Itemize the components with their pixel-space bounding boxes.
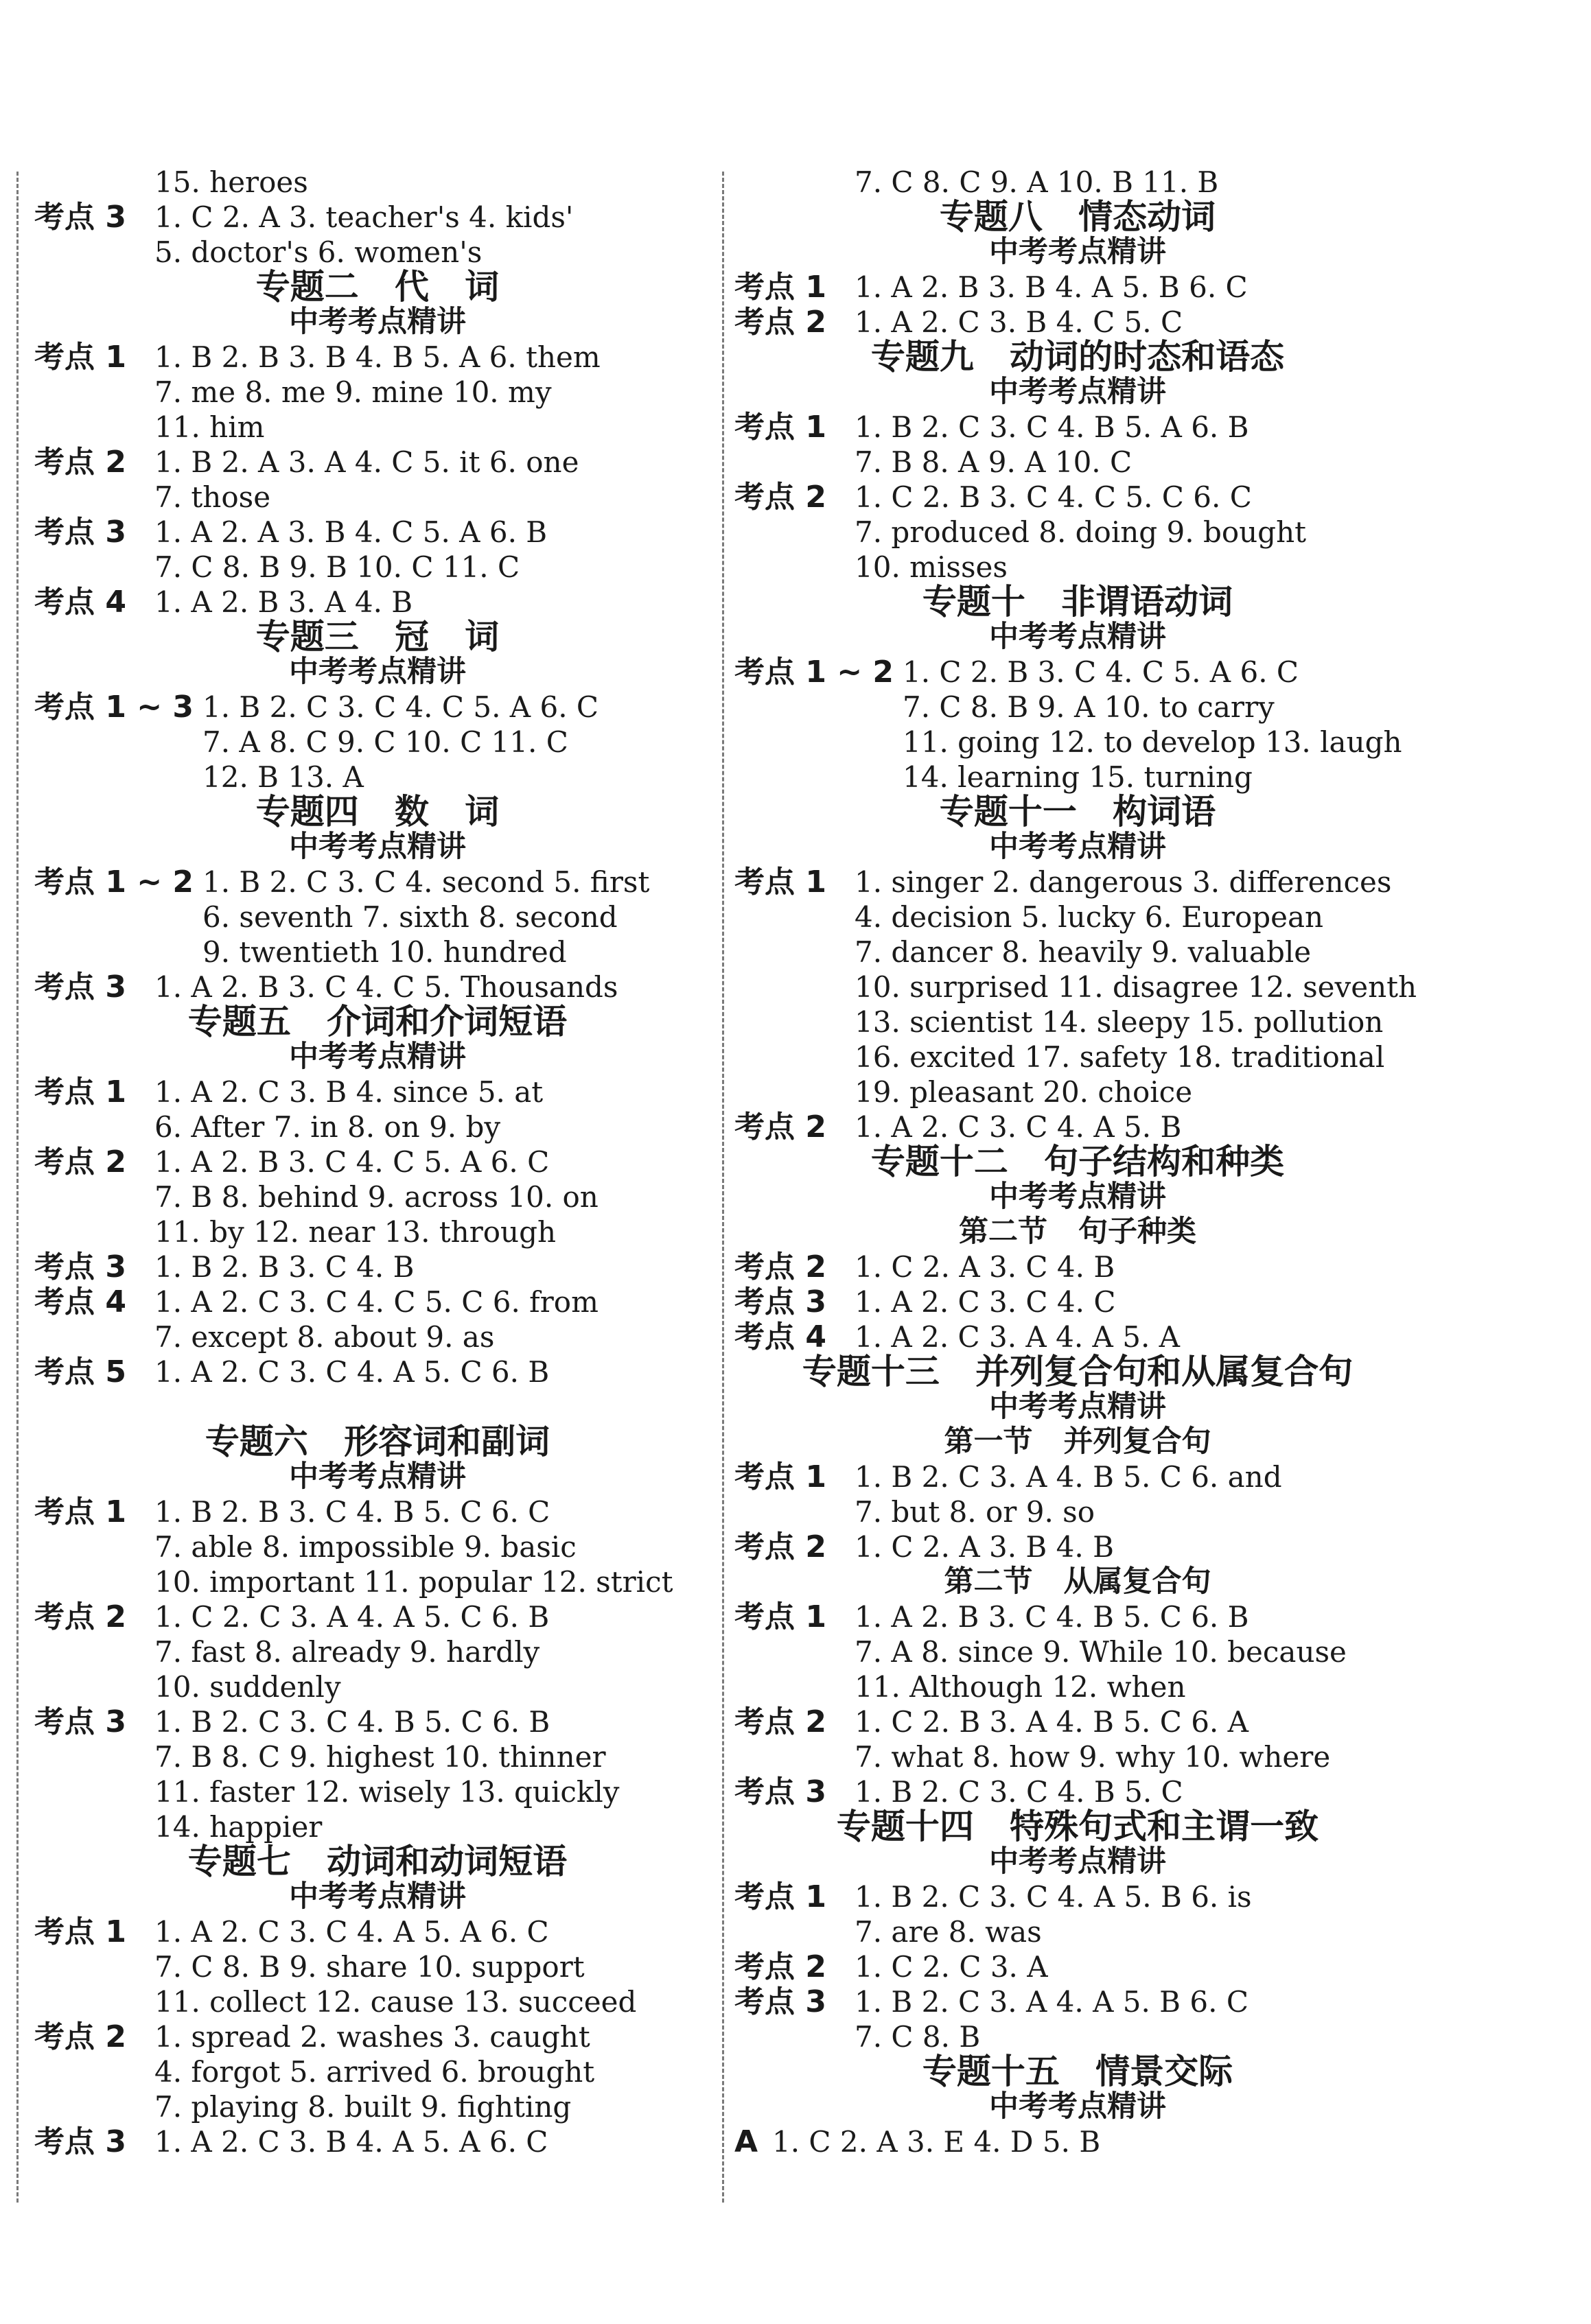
answer-line xyxy=(34,200,721,235)
section-title: 专题十二 句子结构和种类 xyxy=(870,1142,1285,1182)
answers: 1. A 2. B 3. C 4. B 5. C 6. B xyxy=(855,1600,1249,1634)
answer-line xyxy=(34,1914,721,1949)
section-subtitle: 中考考点精讲 xyxy=(289,1879,466,1914)
exam-point-label: 考点 1 xyxy=(34,340,126,375)
answers: 7. C 8. B xyxy=(855,2020,981,2054)
exam-point-label: 考点 5 xyxy=(34,1354,126,1389)
answer-line xyxy=(734,1599,1421,1634)
answers: 1. A 2. C 3. C 4. C xyxy=(855,1285,1116,1319)
section-title: 专题十 非谓语动词 xyxy=(922,582,1233,622)
answer-line xyxy=(34,1110,721,1145)
answers: 7. what 8. how 9. why 10. where xyxy=(855,1740,1331,1774)
exam-point-label: 考点 3 xyxy=(34,515,126,550)
answers: 10. important 11. popular 12. strict xyxy=(154,1565,673,1599)
answer-line xyxy=(34,1739,721,1774)
answers: 1. B 2. C 3. C 4. B 5. A 6. B xyxy=(855,410,1249,444)
answer-line xyxy=(734,480,1421,515)
answers: 1. C 2. C 3. A xyxy=(855,1950,1048,1984)
answer-line xyxy=(734,515,1421,550)
answers: 1. B 2. C 3. A 4. B 5. C 6. and xyxy=(855,1460,1282,1494)
answer-line xyxy=(734,1774,1421,1809)
answer-line xyxy=(734,2019,1421,2054)
answers: 1. B 2. C 3. C 4. B 5. C xyxy=(855,1775,1183,1809)
answer-line xyxy=(34,725,721,760)
answers: 7. C 8. B 9. share 10. support xyxy=(154,1950,585,1984)
section-subtitle: 中考考点精讲 xyxy=(289,1040,466,1074)
exam-point-label: 考点 3 xyxy=(734,1774,826,1809)
answers: 1. A 2. C 3. A 4. A 5. A xyxy=(855,1320,1180,1354)
answers: 1. C 2. A 3. B 4. B xyxy=(855,1530,1114,1564)
right-column xyxy=(734,165,1421,2159)
answers: 7. C 8. C 9. A 10. B 11. B xyxy=(855,165,1219,199)
answers: 7. except 8. about 9. as xyxy=(154,1320,495,1354)
exam-point-label: 考点 2 xyxy=(734,1949,826,1984)
exam-point-label: 考点 1 xyxy=(734,270,826,305)
answers: 1. A 2. C 3. B 4. A 5. A 6. C xyxy=(154,2125,548,2159)
answers: 1. C 2. A 3. teacher's 4. kids' xyxy=(154,200,574,234)
answer-line xyxy=(734,1249,1421,1284)
answers: 14. happier xyxy=(154,1810,323,1844)
answers: 7. A 8. C 9. C 10. C 11. C xyxy=(202,725,568,759)
answer-line xyxy=(34,1949,721,1984)
answer-line xyxy=(734,655,1421,690)
section-title: 专题十一 构词语 xyxy=(939,792,1216,832)
column-divider xyxy=(722,172,724,2203)
exam-point-label: 考点 2 xyxy=(734,1110,826,1145)
section-subtitle: 中考考点精讲 xyxy=(289,305,466,339)
exam-point-label: 考点 1 xyxy=(734,1599,826,1634)
answer-line xyxy=(734,1005,1421,1040)
exam-point-label: 考点 4 xyxy=(34,585,126,620)
answer-line xyxy=(734,2124,1421,2159)
answer-line xyxy=(734,1949,1421,1984)
answer-line xyxy=(734,1040,1421,1075)
answer-line xyxy=(734,1284,1421,1319)
answer-line xyxy=(34,970,721,1005)
answer-line xyxy=(734,445,1421,480)
answers: 1. C 2. B 3. C 4. C 5. C 6. C xyxy=(855,480,1252,514)
answers: 1. A 2. C 3. B 4. since 5. at xyxy=(154,1075,544,1109)
exam-point-label: 考点 2 xyxy=(34,1599,126,1634)
exam-point-label: 考点 2 xyxy=(734,1249,826,1284)
answers: 1. C 2. C 3. A 4. A 5. C 6. B xyxy=(154,1600,550,1634)
answers: 1. A 2. C 3. C 4. A 5. C 6. B xyxy=(154,1355,550,1389)
answers: 1. C 2. B 3. A 4. B 5. C 6. A xyxy=(855,1705,1249,1739)
answer-line xyxy=(734,1634,1421,1669)
section-title: 专题二 代 词 xyxy=(255,267,500,307)
answers: 11. Although 12. when xyxy=(855,1670,1186,1704)
answers: 1. A 2. A 3. B 4. C 5. A 6. B xyxy=(154,515,548,549)
exam-point-label: 考点 1 xyxy=(34,1075,126,1110)
section-title: 专题十三 并列复合句和从属复合句 xyxy=(802,1352,1354,1392)
answers: 1. singer 2. dangerous 3. differences xyxy=(855,865,1392,899)
exam-point-label: 考点 3 xyxy=(34,970,126,1005)
answer-line xyxy=(34,445,721,480)
section-title: 专题十四 特殊句式和主谓一致 xyxy=(836,1807,1319,1846)
section-subtitle: 第一节 并列复合句 xyxy=(944,1424,1211,1459)
answer-line xyxy=(34,340,721,375)
answers: 7. those xyxy=(154,480,271,514)
exam-point-label: 考点 3 xyxy=(34,200,126,235)
answer-line xyxy=(34,1704,721,1739)
answers: 1. B 2. A 3. A 4. C 5. it 6. one xyxy=(154,445,579,479)
answers: 5. doctor's 6. women's xyxy=(154,235,483,269)
left-column xyxy=(34,165,721,2159)
section-subtitle: 中考考点精讲 xyxy=(289,830,466,864)
answers: 7. dancer 8. heavily 9. valuable xyxy=(855,935,1312,969)
answers: 11. him xyxy=(154,410,265,444)
exam-point-label: 考点 1 xyxy=(734,1879,826,1914)
answer-line xyxy=(734,1319,1421,1354)
answers: 6. After 7. in 8. on 9. by xyxy=(154,1110,501,1144)
answer-line xyxy=(34,550,721,585)
answers: 7. produced 8. doing 9. bought xyxy=(855,515,1306,549)
answers: 12. B 13. A xyxy=(202,760,364,794)
answer-line xyxy=(34,235,721,270)
section-title: 专题四 数 词 xyxy=(255,792,500,832)
answers: 7. B 8. A 9. A 10. C xyxy=(855,445,1133,479)
answer-line xyxy=(34,1214,721,1249)
answers: 1. A 2. C 3. C 4. A 5. A 6. C xyxy=(154,1915,549,1949)
answers: 1. A 2. C 3. C 4. A 5. B xyxy=(855,1110,1182,1144)
answer-line xyxy=(34,935,721,970)
left-margin-rule xyxy=(16,172,19,2203)
answers: 1. A 2. B 3. C 4. C 5. Thousands xyxy=(154,970,618,1004)
answer-line xyxy=(34,690,721,725)
exam-point-label: A xyxy=(734,2124,758,2159)
section-subtitle: 中考考点精讲 xyxy=(989,1389,1166,1424)
answers: 1. B 2. C 3. C 4. C 5. A 6. C xyxy=(202,690,599,724)
answers: 1. spread 2. washes 3. caught xyxy=(154,2020,590,2054)
answers: 7. B 8. C 9. highest 10. thinner xyxy=(154,1740,606,1774)
answer-line xyxy=(34,585,721,620)
answers: 1. B 2. B 3. B 4. B 5. A 6. them xyxy=(154,340,601,374)
section-subtitle: 中考考点精讲 xyxy=(989,235,1166,269)
answers: 7. A 8. since 9. While 10. because xyxy=(855,1635,1347,1669)
exam-point-label: 考点 1 xyxy=(734,865,826,900)
answer-line xyxy=(34,1984,721,2019)
answers: 1. C 2. A 3. E 4. D 5. B xyxy=(772,2125,1101,2159)
answers: 11. collect 12. cause 13. succeed xyxy=(154,1985,637,2019)
answer-line xyxy=(34,900,721,935)
answer-line xyxy=(734,725,1421,760)
answers: 11. by 12. near 13. through xyxy=(154,1215,557,1249)
answer-line xyxy=(734,1494,1421,1529)
answers: 1. B 2. B 3. C 4. B 5. C 6. C xyxy=(154,1495,550,1529)
exam-point-label: 考点 1 xyxy=(734,410,826,445)
exam-point-label: 考点 2 xyxy=(734,305,826,340)
answer-line xyxy=(34,1354,721,1389)
answers: 7. me 8. me 9. mine 10. my xyxy=(154,375,552,409)
answer-line xyxy=(34,1145,721,1179)
answer-line xyxy=(34,1634,721,1669)
answer-line xyxy=(734,165,1421,200)
answers: 13. scientist 14. sleepy 15. pollution xyxy=(855,1005,1384,1039)
answer-line xyxy=(34,1494,721,1529)
answers: 1. C 2. B 3. C 4. C 5. A 6. C xyxy=(903,655,1299,689)
section-title: 专题七 动词和动词短语 xyxy=(187,1842,568,1881)
answer-line xyxy=(34,2089,721,2124)
answer-line xyxy=(34,1075,721,1110)
answers: 7. able 8. impossible 9. basic xyxy=(154,1530,577,1564)
section-subtitle: 中考考点精讲 xyxy=(289,655,466,689)
answer-line xyxy=(34,1529,721,1564)
answer-line xyxy=(34,165,721,200)
section-subtitle: 中考考点精讲 xyxy=(989,375,1166,409)
answers: 16. excited 17. safety 18. traditional xyxy=(855,1040,1385,1074)
section-subtitle: 中考考点精讲 xyxy=(989,1179,1166,1214)
answer-line xyxy=(734,410,1421,445)
answers: 7. but 8. or 9. so xyxy=(855,1495,1095,1529)
answer-line xyxy=(734,690,1421,725)
answer-line xyxy=(34,1249,721,1284)
answers: 7. fast 8. already 9. hardly xyxy=(154,1635,540,1669)
exam-point-label: 考点 3 xyxy=(734,1284,826,1319)
answer-line xyxy=(734,865,1421,900)
answers: 4. decision 5. lucky 6. European xyxy=(855,900,1324,934)
answers: 1. B 2. C 3. A 4. A 5. B 6. C xyxy=(855,1985,1249,2019)
exam-point-label: 考点 3 xyxy=(34,1704,126,1739)
answers: 1. B 2. C 3. C 4. second 5. first xyxy=(202,865,650,899)
answer-line xyxy=(34,2054,721,2089)
exam-point-label: 考点 2 xyxy=(734,1529,826,1564)
exam-point-label: 考点 1 ~ 2 xyxy=(34,865,194,900)
exam-point-label: 考点 1 ~ 2 xyxy=(734,655,894,690)
section-title: 专题十五 情景交际 xyxy=(922,2052,1233,2091)
section-title: 专题五 介词和介词短语 xyxy=(187,1002,568,1042)
answers: 1. B 2. C 3. C 4. A 5. B 6. is xyxy=(855,1880,1252,1914)
exam-point-label: 考点 1 xyxy=(734,1459,826,1494)
answer-line xyxy=(34,1564,721,1599)
answer-line xyxy=(734,970,1421,1005)
answers: 9. twentieth 10. hundred xyxy=(202,935,567,969)
answer-line xyxy=(34,515,721,550)
section-subtitle: 第二节 从属复合句 xyxy=(944,1564,1211,1599)
exam-point-label: 考点 4 xyxy=(734,1319,826,1354)
answer-line xyxy=(34,1284,721,1319)
answers: 7. C 8. B 9. B 10. C 11. C xyxy=(154,550,520,584)
answers: 11. going 12. to develop 13. laugh xyxy=(903,725,1402,759)
answers: 19. pleasant 20. choice xyxy=(855,1075,1193,1109)
answer-line xyxy=(34,760,721,795)
answer-line xyxy=(734,935,1421,970)
answers: 10. suddenly xyxy=(154,1670,341,1704)
answer-line xyxy=(734,1459,1421,1494)
answer-line xyxy=(734,1075,1421,1110)
answers: 1. A 2. B 3. A 4. B xyxy=(154,585,413,619)
answers: 1. C 2. A 3. C 4. B xyxy=(855,1250,1115,1284)
answer-line xyxy=(34,2124,721,2159)
answers: 10. surprised 11. disagree 12. seventh xyxy=(855,970,1417,1004)
answer-line xyxy=(34,375,721,410)
section-subtitle: 中考考点精讲 xyxy=(989,620,1166,654)
section-subtitle: 中考考点精讲 xyxy=(989,830,1166,864)
answers: 7. playing 8. built 9. fighting xyxy=(154,2090,572,2124)
answer-line xyxy=(734,1739,1421,1774)
answer-line xyxy=(734,1669,1421,1704)
answers: 6. seventh 7. sixth 8. second xyxy=(202,900,618,934)
answers: 1. A 2. C 3. B 4. C 5. C xyxy=(855,305,1183,339)
exam-point-label: 考点 3 xyxy=(34,2124,126,2159)
exam-point-label: 考点 1 ~ 3 xyxy=(34,690,194,725)
exam-point-label: 考点 2 xyxy=(734,480,826,515)
answer-line xyxy=(34,1179,721,1214)
answers: 10. misses xyxy=(855,550,1008,584)
exam-point-label: 考点 2 xyxy=(34,2019,126,2054)
answers: 1. B 2. B 3. C 4. B xyxy=(154,1250,415,1284)
answer-line xyxy=(34,1599,721,1634)
answer-line xyxy=(734,550,1421,585)
answer-line xyxy=(34,2019,721,2054)
answers: 7. C 8. B 9. A 10. to carry xyxy=(903,690,1275,724)
answers: 7. B 8. behind 9. across 10. on xyxy=(154,1180,599,1214)
answer-line xyxy=(734,305,1421,340)
answer-line xyxy=(734,1879,1421,1914)
answers: 1. B 2. C 3. C 4. B 5. C 6. B xyxy=(154,1705,550,1739)
answer-line xyxy=(734,1984,1421,2019)
answer-line xyxy=(34,480,721,515)
answer-line xyxy=(734,1914,1421,1949)
exam-point-label: 考点 2 xyxy=(34,445,126,480)
answer-line xyxy=(34,1319,721,1354)
answer-line xyxy=(34,410,721,445)
section-subtitle: 中考考点精讲 xyxy=(989,1844,1166,1879)
section-subtitle: 中考考点精讲 xyxy=(989,2089,1166,2124)
answer-line xyxy=(34,1809,721,1844)
answer-line xyxy=(734,270,1421,305)
answer-line xyxy=(34,1774,721,1809)
exam-point-label: 考点 2 xyxy=(34,1145,126,1179)
exam-point-label: 考点 3 xyxy=(734,1984,826,2019)
answer-line xyxy=(734,1529,1421,1564)
answers: 4. forgot 5. arrived 6. brought xyxy=(154,2055,595,2089)
answers: 15. heroes xyxy=(154,165,308,199)
answer-line xyxy=(734,760,1421,795)
exam-point-label: 考点 1 xyxy=(34,1914,126,1949)
answer-line xyxy=(734,900,1421,935)
exam-point-label: 考点 1 xyxy=(34,1494,126,1529)
section-title: 专题三 冠 词 xyxy=(255,617,500,657)
section-subtitle: 中考考点精讲 xyxy=(289,1459,466,1494)
section-title: 专题八 情态动词 xyxy=(939,197,1216,237)
answers: 1. A 2. C 3. C 4. C 5. C 6. from xyxy=(154,1285,599,1319)
answers: 1. A 2. B 3. B 4. A 5. B 6. C xyxy=(855,270,1248,304)
answers: 7. are 8. was xyxy=(855,1915,1042,1949)
spacer xyxy=(34,1389,721,1424)
answer-line xyxy=(34,1669,721,1704)
answer-line xyxy=(734,1704,1421,1739)
section-title: 专题六 形容词和副词 xyxy=(205,1422,550,1462)
answers: 1. A 2. B 3. C 4. C 5. A 6. C xyxy=(154,1145,550,1179)
answer-line xyxy=(734,1110,1421,1145)
answer-line xyxy=(34,865,721,900)
section-subtitle: 第二节 句子种类 xyxy=(959,1214,1196,1249)
answers: 11. faster 12. wisely 13. quickly xyxy=(154,1775,620,1809)
section-title: 专题九 动词的时态和语态 xyxy=(870,337,1285,377)
answers: 14. learning 15. turning xyxy=(903,760,1253,794)
exam-point-label: 考点 3 xyxy=(34,1249,126,1284)
exam-point-label: 考点 4 xyxy=(34,1284,126,1319)
exam-point-label: 考点 2 xyxy=(734,1704,826,1739)
